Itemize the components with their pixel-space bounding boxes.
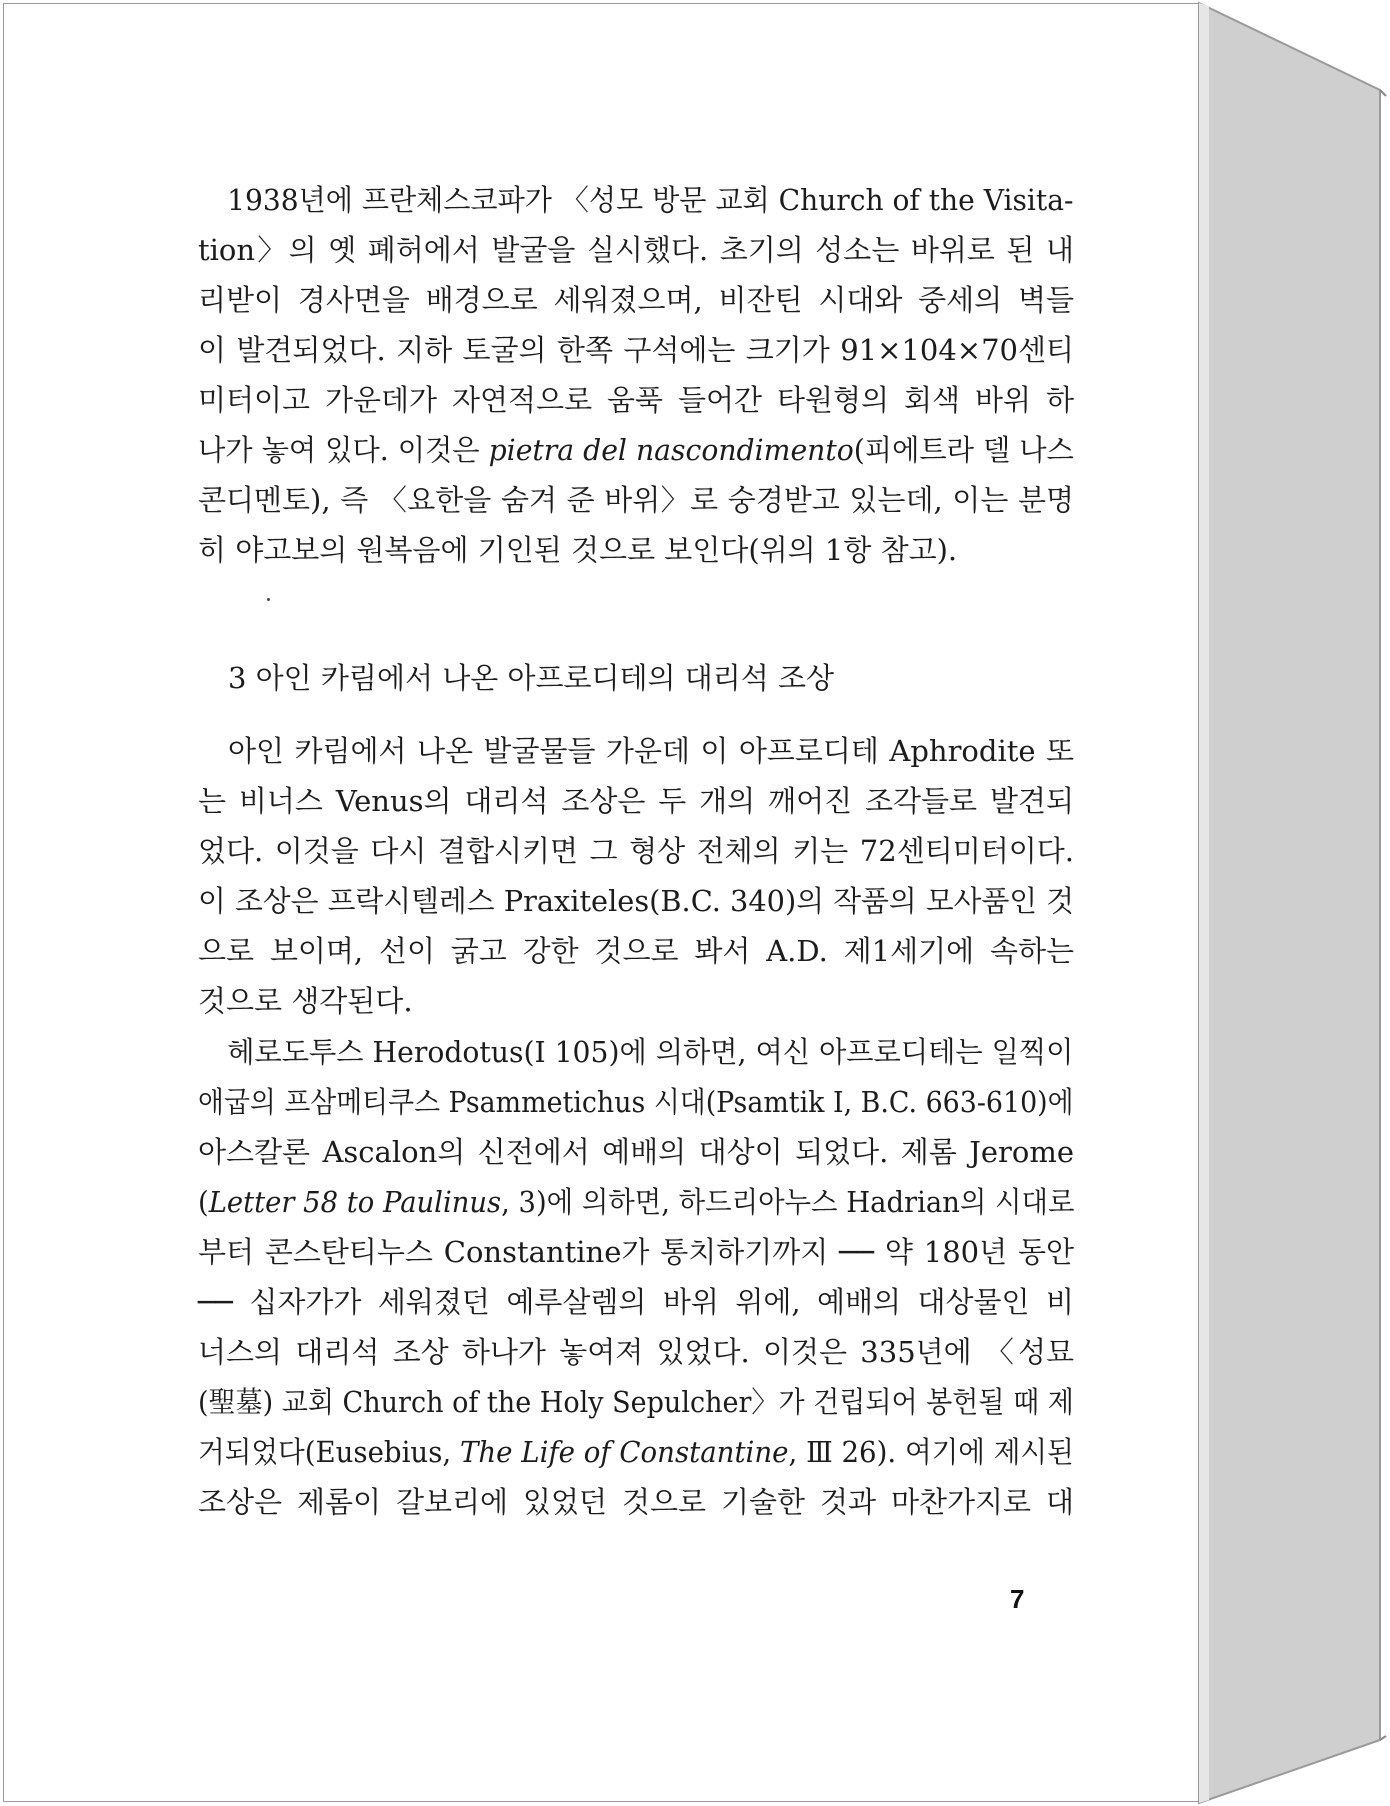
text-line: 미터이고 가운데가 자연적으로 움푹 들어간 타원형의 회색 바위 하	[198, 383, 1074, 417]
text-line: 이 발견되었다. 지하 토굴의 한쪽 구석에는 크기가 91×104×70센티	[198, 333, 1074, 367]
page-number: 7	[1010, 1584, 1025, 1614]
text-line: 헤로도투스 Herodotus(I 105)에 의하면, 여신 아프로디테는 일찍이	[227, 1035, 1074, 1069]
text-line: 1938년에 프란체스코파가 〈성모 방문 교회 Church of the Visita-	[227, 183, 1074, 217]
text-line: 것으로 생각된다.	[198, 984, 413, 1018]
paragraph-1	[198, 175, 1074, 575]
text-line: 부터 콘스탄티누스 Constantine가 통치하기까지 ── 약 180년 동안	[198, 1235, 1074, 1269]
text-line: 나가 놓여 있다. 이것은 pietra del nascondimento(피에트라 델 나스	[198, 433, 1074, 467]
text-line: ── 십자가가 세워졌던 예루살렘의 바위 위에, 예배의 대상물인 비	[198, 1285, 1074, 1319]
text-line: 이 조상은 프락시텔레스 Praxiteles(B.C. 340)의 작품의 모사품인 것	[198, 884, 1075, 918]
text-line: (Letter 58 to Paulinus, 3)에 의하면, 하드리아누스 Hadrian의 시대로	[198, 1185, 1075, 1219]
text-line: 애굽의 프삼메티쿠스 Psammetichus 시대(Psamtik I, B.C. 663-610)에	[198, 1085, 1074, 1119]
section-heading: 3 아인 카림에서 나온 아프로디테의 대리석 조상	[228, 661, 835, 695]
text-line: 조상은 제롬이 갈보리에 있었던 것으로 기술한 것과 마찬가지로 대	[198, 1485, 1074, 1519]
text-line: 는 비너스 Venus의 대리석 조상은 두 개의 깨어진 조각들로 발견되	[198, 784, 1074, 818]
text-line: (聖墓) 교회 Church of the Holy Sepulcher〉가 건립되어 봉헌될 때 제	[198, 1385, 1074, 1419]
stray-dot	[267, 598, 270, 601]
text-line: 너스의 대리석 조상 하나가 놓여져 있었다. 이것은 335년에 〈성묘	[198, 1335, 1074, 1369]
paragraph-2	[198, 726, 1074, 1026]
text-line: 으로 보이며, 선이 굵고 강한 것으로 봐서 A.D. 제1세기에 속하는	[198, 934, 1074, 968]
text-line: tion〉의 옛 폐허에서 발굴을 실시했다. 초기의 성소는 바위로 된 내	[198, 233, 1074, 267]
text-line: 었다. 이것을 다시 결합시키면 그 형상 전체의 키는 72센티미터이다.	[198, 834, 1074, 868]
text-line: 리받이 경사면을 배경으로 세워졌으며, 비잔틴 시대와 중세의 벽들	[198, 283, 1074, 317]
text-line: 콘디멘토), 즉 〈요한을 숨겨 준 바위〉로 숭경받고 있는데, 이는 분명	[198, 483, 1074, 517]
text-line: 거되었다(Eusebius, The Life of Constantine, Ⅲ 26). 여기에 제시된	[198, 1435, 1074, 1469]
text-line: 히 야고보의 원복음에 기인된 것으로 보인다(위의 1항 참고).	[198, 533, 958, 567]
text-line: 아인 카림에서 나온 발굴물들 가운데 이 아프로디테 Aphrodite 또	[228, 734, 1074, 768]
text-line: 아스칼론 Ascalon의 신전에서 예배의 대상이 되었다. 제롬 Jerome	[198, 1135, 1074, 1169]
paragraph-3	[198, 1027, 1074, 1527]
